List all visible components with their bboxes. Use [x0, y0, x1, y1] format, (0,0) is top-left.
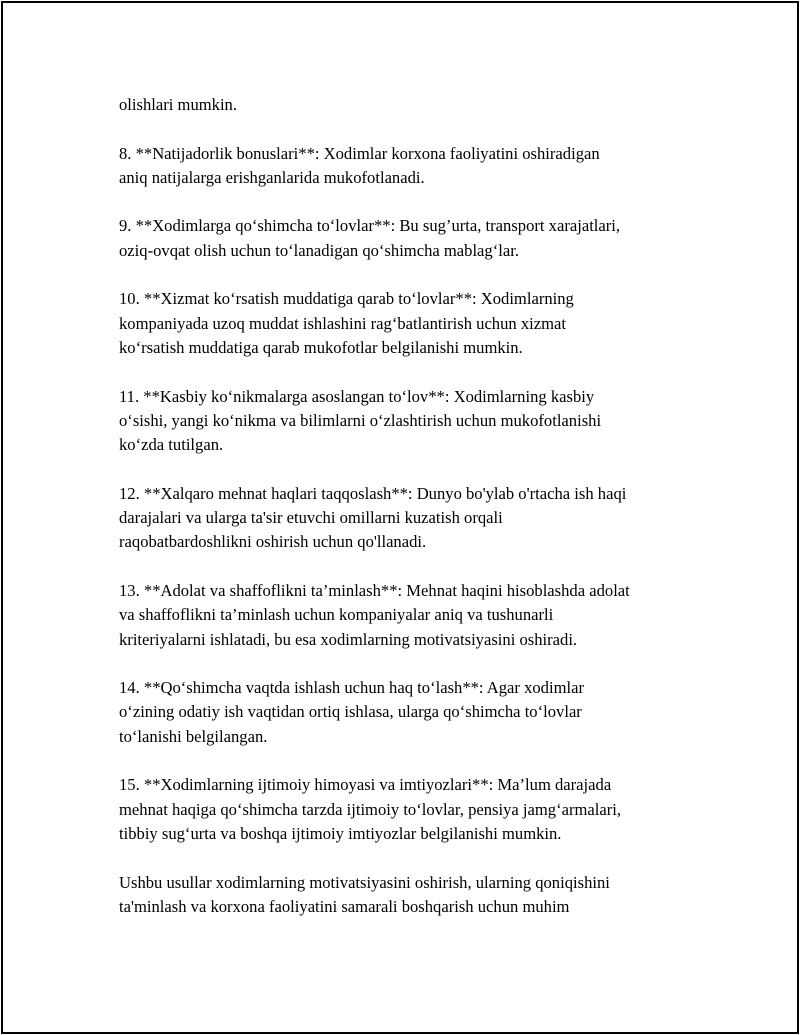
text-line: ko‘zda tutilgan. — [119, 435, 224, 455]
text-line: 10. **Xizmat ko‘rsatish muddatiga qarab to‘lovlar**: Xodimlarning — [119, 289, 574, 309]
text-line: kriteriyalarni ishlatadi, bu esa xodimlarning motivatsiyasini oshiradi. — [119, 629, 578, 649]
paragraph-item-10 — [119, 287, 699, 360]
text-line: 13. **Adolat va shaffoflikni ta’minlash**: Mehnat haqini hisoblashda adolat — [119, 580, 630, 600]
paragraph-item-15 — [119, 773, 699, 846]
text-line: va shaffoflikni ta’minlash uchun kompaniyalar aniq va tushunarli — [119, 605, 554, 625]
text-line: 8. **Natijadorlik bonuslari**: Xodimlar korxona faoliyatini oshiradigan — [119, 143, 600, 163]
text-line: 12. **Xalqaro mehnat haqlari taqqoslash**: Dunyo bo'ylab o'rtacha ish haqi — [119, 483, 627, 503]
text-line: olishlari mumkin. — [119, 95, 237, 114]
paragraph-item-13 — [119, 579, 699, 652]
paragraph-item-8 — [119, 142, 699, 191]
paragraph-item-14 — [119, 676, 699, 749]
paragraph-continuation — [119, 93, 699, 117]
paragraph-item-9 — [119, 214, 699, 263]
text-line: o‘zining odatiy ish vaqtidan ortiq ishlasa, ularga qo‘shimcha to‘lovlar — [119, 702, 582, 722]
text-line: mehnat haqiga qo‘shimcha tarzda ijtimoiy to‘lovlar, pensiya jamg‘armalari, — [119, 799, 622, 819]
text-line: oziq-ovqat olish uchun to‘lanadigan qo‘shimcha mablag‘lar. — [119, 240, 519, 260]
text-line: 14. **Qo‘shimcha vaqtda ishlash uchun haq to‘lash**: Agar xodimlar — [119, 678, 584, 698]
text-line: ta'minlash va korxona faoliyatini samarali boshqarish uchun muhim — [119, 896, 570, 916]
text-line: 15. **Xodimlarning ijtimoiy himoyasi va imtiyozlari**: Ma’lum darajada — [119, 775, 612, 795]
document-page — [1, 1, 799, 1034]
text-line: 9. **Xodimlarga qo‘shimcha to‘lovlar**: Bu sug’urta, transport xarajatlari, — [119, 216, 621, 236]
paragraph-item-11 — [119, 385, 699, 458]
text-line: tibbiy sug‘urta va boshqa ijtimoiy imtiyozlar belgilanishi mumkin. — [119, 823, 562, 843]
paragraph-conclusion — [119, 871, 699, 920]
text-line: ko‘rsatish muddatiga qarab mukofotlar belgilanishi mumkin. — [119, 337, 523, 357]
text-line: o‘sishi, yangi ko‘nikma va bilimlarni o‘zlashtirish uchun mukofotlanishi — [119, 410, 602, 430]
text-line: 11. **Kasbiy ko‘nikmalarga asoslangan to‘lov**: Xodimlarning kasbiy — [119, 386, 595, 406]
text-line: aniq natijalarga erishganlarida mukofotlanadi. — [119, 167, 425, 187]
text-line: kompaniyada uzoq muddat ishlashini rag‘batlantirish uchun xizmat — [119, 313, 567, 333]
text-line: raqobatbardoshlikni oshirish uchun qo'llanadi. — [119, 532, 427, 552]
paragraph-item-12 — [119, 482, 699, 555]
text-line: to‘lanishi belgilangan. — [119, 726, 268, 746]
text-line: darajalari va ularga ta'sir etuvchi omillarni kuzatish orqali — [119, 508, 503, 528]
document-body — [119, 93, 699, 943]
text-line: Ushbu usullar xodimlarning motivatsiyasini oshirish, ularning qoniqishini — [119, 872, 610, 892]
